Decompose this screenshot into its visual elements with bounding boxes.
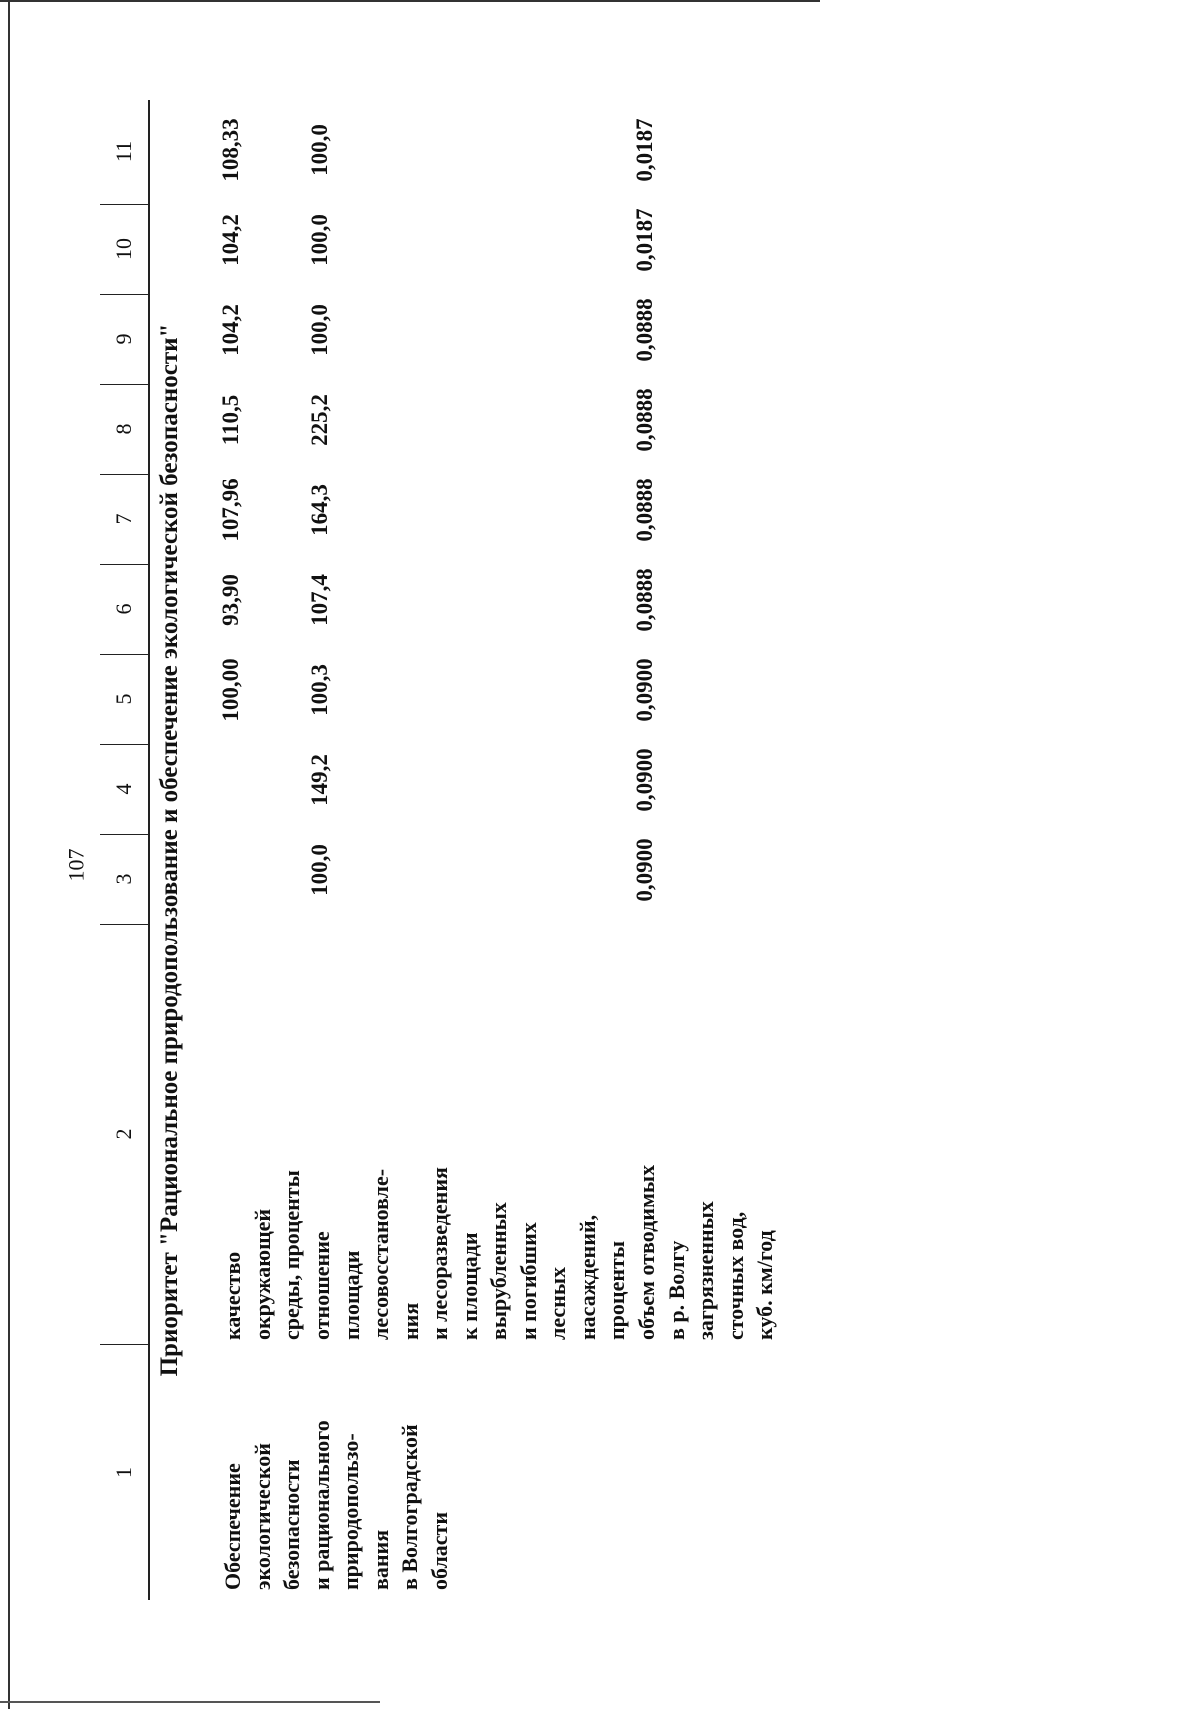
col-header-7: 7: [100, 474, 148, 565]
value-cell: 0,0900: [632, 838, 657, 902]
indicator-name: [632, 1110, 780, 1340]
value-cell: 0,0888: [632, 568, 657, 632]
indicator-line: окружающей: [249, 1208, 275, 1340]
value-cell: 0,0900: [632, 748, 657, 812]
value-cell: 100,0: [307, 124, 332, 176]
priority-title: Приоритет "Рациональное природопользование и обеспечение экологической безопасности": [156, 323, 183, 1377]
goal-line: области: [426, 1511, 452, 1590]
col-header-5: 5: [100, 654, 148, 745]
scan-edge-left: [8, 0, 10, 1709]
value-cell: 100,3: [307, 664, 332, 716]
indicator-line: вырубленных: [486, 1202, 511, 1340]
indicator-line: в р. Волгу: [663, 1240, 689, 1340]
indicator-line: проценты: [604, 1240, 629, 1340]
indicator-line: качество: [220, 1251, 245, 1340]
goal-line: вания: [367, 1529, 393, 1590]
goal-line: безопасности: [279, 1459, 304, 1590]
value-cell: 0,0888: [632, 298, 657, 362]
col-header-3: 3: [100, 834, 148, 925]
value-cell: 225,2: [307, 394, 332, 446]
value-cell: 110,5: [218, 394, 243, 446]
col-header-10: 10: [100, 204, 148, 295]
value-cell: 93,90: [218, 574, 243, 626]
indicator-name: [218, 1110, 307, 1340]
col-header-6: 6: [100, 564, 148, 655]
value-cell: 104,2: [218, 214, 243, 266]
value-cell: 104,2: [218, 304, 243, 356]
goal-line: природопользо-: [338, 1433, 363, 1590]
value-cell: 100,0: [307, 844, 332, 896]
goal-line: экологической: [249, 1443, 275, 1590]
scan-edge-top: [0, 0, 820, 2]
rotated-table-sheet: [100, 100, 820, 1600]
value-cell: 107,4: [307, 574, 332, 626]
value-cell: 108,33: [218, 118, 243, 182]
value-cell: 0,0187: [632, 118, 657, 182]
indicator-line: лесных: [545, 1267, 570, 1340]
indicator-line: загрязненных: [693, 1201, 718, 1340]
indicator-line: среды, проценты: [279, 1170, 304, 1340]
col-header-11: 11: [100, 99, 148, 205]
value-cell: 0,0900: [632, 658, 657, 722]
goal-line: в Волгоградской: [397, 1424, 422, 1590]
value-cell: 0,0187: [632, 208, 657, 272]
value-cell: 0,0888: [632, 478, 657, 542]
goal-cell: [218, 1370, 454, 1590]
indicator-line: площади: [338, 1250, 364, 1340]
value-cell: 100,0: [307, 304, 332, 356]
indicator-line: и погибших: [515, 1222, 541, 1340]
page-number: 107: [63, 848, 89, 882]
value-cell: 149,2: [307, 754, 332, 806]
indicator-name: [307, 1110, 632, 1340]
col-header-2: 2: [100, 924, 148, 1345]
value-cell: 100,0: [307, 214, 332, 266]
indicator-line: ния: [397, 1302, 423, 1340]
goal-line: и рационального: [308, 1420, 334, 1590]
col-header-1: 1: [111, 1467, 136, 1478]
indicator-line: объем отводимых: [634, 1164, 659, 1340]
indicator-line: отношение: [309, 1231, 334, 1340]
value-cell: 0,0888: [632, 388, 657, 452]
indicator-line: и лесоразведения: [427, 1167, 452, 1340]
indicator-line: лесовосстановле-: [368, 1168, 393, 1340]
indicator-line: насаждений,: [574, 1214, 600, 1340]
col-header-8: 8: [100, 384, 148, 475]
col-header-9: 9: [100, 294, 148, 385]
value-cell: 164,3: [307, 484, 332, 536]
column-number-row: [100, 100, 150, 1600]
value-cell: 100,00: [218, 658, 243, 722]
indicator-line: сточных вод,: [722, 1211, 748, 1340]
col-header-4: 4: [100, 744, 148, 835]
indicator-line: к площади: [456, 1232, 482, 1340]
scan-edge-bottom: [0, 1701, 380, 1703]
indicator-line: куб. км/год: [752, 1230, 777, 1340]
goal-line: Обеспечение: [220, 1463, 245, 1590]
value-cell: 107,96: [218, 478, 243, 542]
